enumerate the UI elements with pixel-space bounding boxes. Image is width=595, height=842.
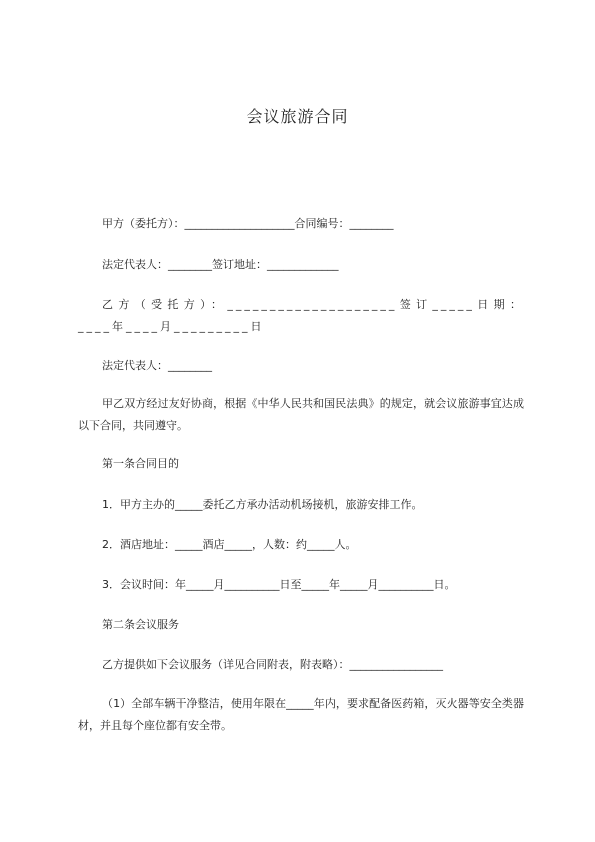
party-b-line: 乙方（受托方）：____________________签订_____日期：____年____月_________日 (78, 298, 524, 333)
article-1-item-3: 3．会议时间：年_____月__________日至_____年_____月__________日。 (102, 578, 456, 591)
preamble-paragraph: 甲乙双方经过友好协商，根据《中华人民共和国民法典》的规定，就会议旅游事宜达成以下合同，共同遵守。 (78, 397, 524, 432)
article-1-item-2: 2．酒店地址：_____酒店_____，人数：约_____人。 (102, 538, 357, 551)
article-1-heading: 第一条合同目的 (102, 457, 179, 470)
party-b-representative-line: 法定代表人：________ (102, 359, 212, 372)
article-2-intro: 乙方提供如下会议服务（详见合同附表，附表略）：_________________ (102, 658, 443, 671)
article-1-item-1: 1．甲方主办的_____委托乙方承办活动机场接机，旅游安排工作。 (102, 498, 423, 511)
document-title: 会议旅游合同 (246, 107, 349, 126)
article-2-heading: 第二条会议服务 (102, 618, 179, 631)
party-a-line: 甲方（委托方）：____________________合同编号：________ (102, 217, 394, 230)
article-2-item-1: （1）全部车辆干净整洁，使用年限在_____年内，要求配备医药箱，灭火器等安全类器材，并且每个座位都有安全带。 (78, 697, 524, 732)
party-a-representative-line: 法定代表人：________签订地址：_____________ (102, 258, 339, 271)
